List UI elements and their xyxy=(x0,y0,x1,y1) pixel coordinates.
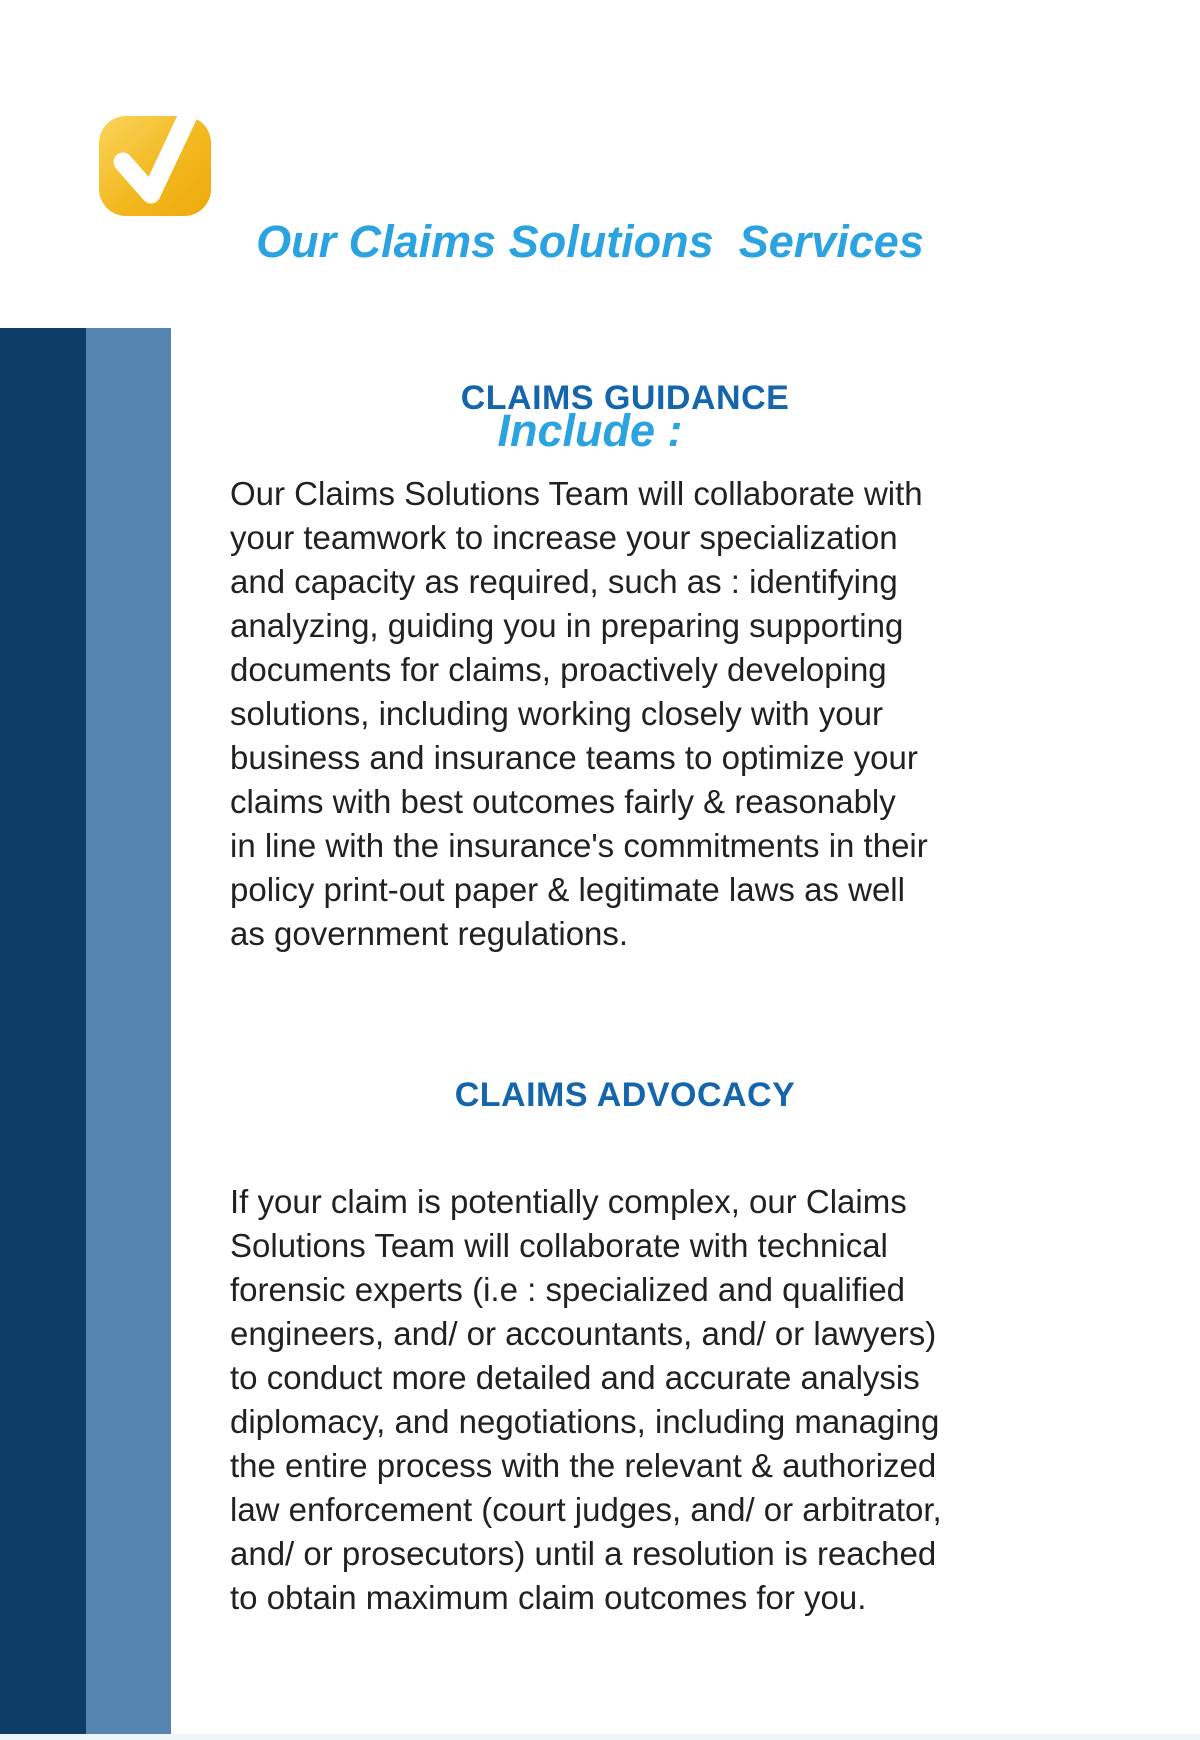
section-heading-claims-guidance: CLAIMS GUIDANCE xyxy=(460,379,790,417)
page-title-line2: Include : xyxy=(497,405,683,456)
accent-bar-light xyxy=(86,328,171,1734)
bottom-edge-line xyxy=(0,1734,1200,1740)
section-body-claims-guidance: Our Claims Solutions Team will collaborate with your teamwork to increase your specialization and capacity as required, such as : identifying analyzing, guiding you in preparing supporting documents for claims, proactively developing solutions, including working closely with your business and insurance teams to optimize your claims with best outcomes fairly & reasonably in line with the insurance's commitments in their policy print-out paper & legitimate laws as well as government regulations. xyxy=(230,475,928,952)
section-heading-claims-advocacy: CLAIMS ADVOCACY xyxy=(454,1076,796,1114)
accent-bar-dark xyxy=(0,328,86,1734)
section-body-claims-advocacy: If your claim is potentially complex, our Claims Solutions Team will collaborate with technical forensic experts (i.e : specialized and qualified engineers, and/ or accountants, and/ or lawyers) to conduct more detailed and accurate analysis diplomacy, and negotiations, including managing the entire process with the relevant & authorized law enforcement (court judges, and/ or arbitrator, and/ or prosecutors) until a resolution is reached to obtain maximum claim outcomes for you. xyxy=(230,1183,942,1616)
page-title-line1: Our Claims Solutions Services xyxy=(256,216,924,267)
